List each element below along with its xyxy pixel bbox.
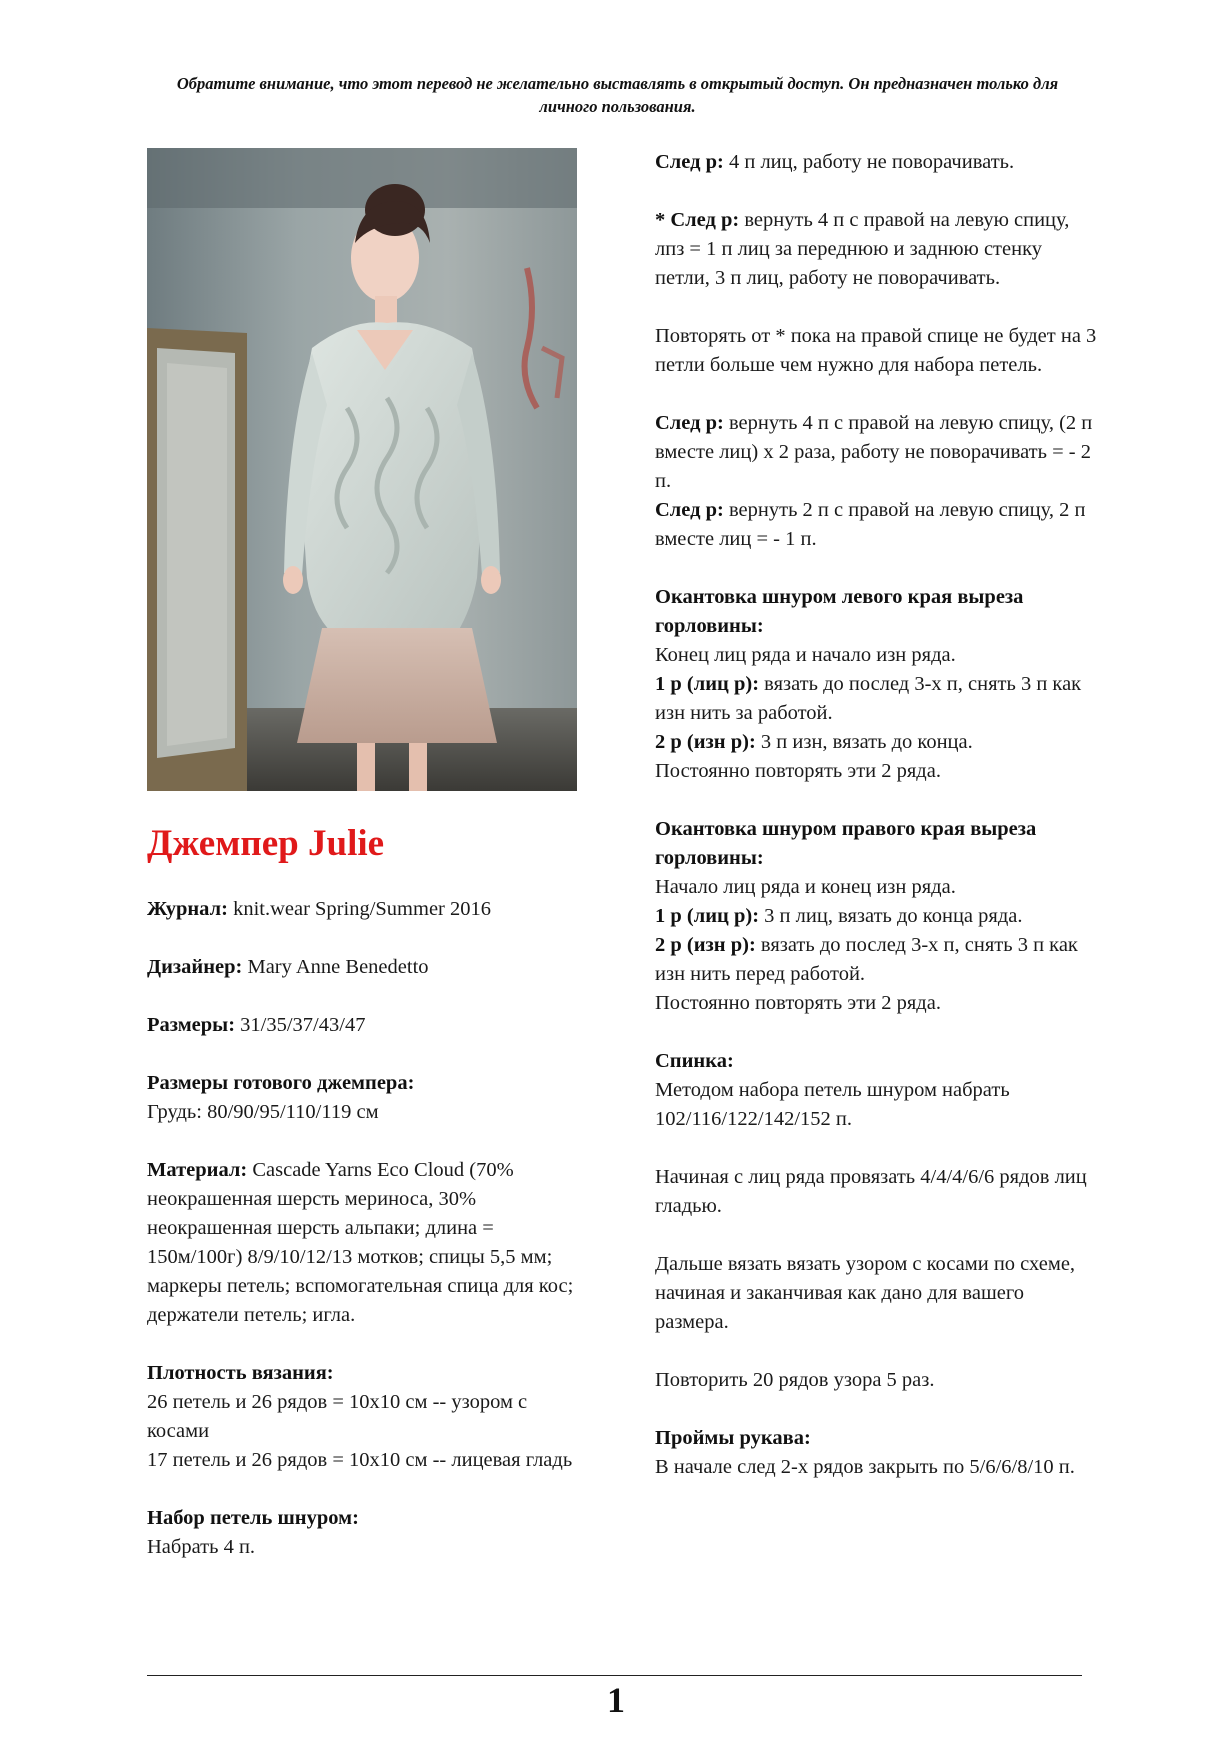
- right-edge-heading: Окантовка шнуром правого края выреза горловины:: [655, 818, 1037, 869]
- back-p3: Дальше вязать вязать узором с косами по схеме, начиная и заканчивая как дано для вашего размера.: [655, 1253, 1076, 1333]
- p5-label: След р:: [655, 499, 724, 521]
- finished-sizes-label: Размеры готового джемпера:: [147, 1072, 415, 1094]
- material-value: Cascade Yarns Eco Cloud (70% неокрашенная шерсть мериноса, 30% неокрашенная шерсть альпаки; длина = 150м/100г) 8/9/10/12/13 мотков; спицы 5,5 мм; маркеры петель; вспомогательная спица для кос; держатели петель; игла.: [147, 1159, 574, 1326]
- left-edge-row1-label: 1 р (лиц р):: [655, 673, 760, 695]
- sizes-line: [147, 1011, 587, 1040]
- sizes-value: 31/35/37/43/47: [235, 1014, 366, 1036]
- model-photo: [147, 148, 577, 791]
- p4-value: вернуть 4 п с правой на левую спицу, (2 п вместе лиц) х 2 раза, работу не поворачивать = - 2 п.: [655, 412, 1093, 492]
- gauge-line-1: 26 петель и 26 рядов = 10х10 см -- узором с косами: [147, 1391, 528, 1442]
- back-p4: Повторить 20 рядов узора 5 раз.: [655, 1369, 935, 1391]
- footer-rule: [147, 1675, 1082, 1676]
- right-edge-section: [655, 815, 1100, 1018]
- instruction-p5: [655, 496, 1100, 554]
- gauge-block: [147, 1359, 587, 1475]
- instruction-p3: Повторять от * пока на правой спице не будет на 3 петли больше чем нужно для набора петель.: [655, 325, 1097, 376]
- instruction-p1: [655, 148, 1100, 177]
- right-edge-intro: Начало лиц ряда и конец изн ряда.: [655, 876, 956, 898]
- back-p2: Начиная с лиц ряда провязать 4/4/4/6/6 рядов лиц гладью.: [655, 1166, 1087, 1217]
- left-edge-row2-value: 3 п изн, вязать до конца.: [755, 731, 973, 753]
- pattern-title: Джемпер Julie: [147, 823, 385, 864]
- designer-label: Дизайнер:: [147, 956, 243, 978]
- journal-line: [147, 895, 587, 924]
- finished-sizes-block: [147, 1069, 587, 1127]
- armhole-value: В начале след 2-х рядов закрыть по 5/6/6/8/10 п.: [655, 1456, 1075, 1478]
- left-edge-row2-label: 2 р (изн р):: [655, 731, 756, 753]
- right-edge-row2-value: вязать до послед 3-х п, снять 3 п как изн нить перед работой.: [655, 934, 1078, 985]
- instruction-p4: [655, 409, 1100, 496]
- designer-value: Mary Anne Benedetto: [242, 956, 429, 978]
- right-column: [655, 148, 1100, 1511]
- journal-label: Журнал:: [147, 898, 228, 920]
- armhole-section: [655, 1424, 1100, 1482]
- material-label: Материал:: [147, 1159, 248, 1181]
- right-edge-row1-value: 3 п лиц, вязать до конца ряда.: [759, 905, 1023, 927]
- gauge-line-2: 17 петель и 26 рядов = 10х10 см -- лицевая гладь: [147, 1449, 573, 1471]
- back-section: [655, 1047, 1100, 1134]
- p1-value: 4 п лиц, работу не поворачивать.: [723, 151, 1015, 173]
- journal-value: knit.wear Spring/Summer 2016: [227, 898, 491, 920]
- left-edge-repeat: Постоянно повторять эти 2 ряда.: [655, 760, 941, 782]
- designer-line: [147, 953, 587, 982]
- left-edge-section: [655, 583, 1100, 786]
- left-column: [147, 895, 587, 1591]
- caston-block: [147, 1504, 587, 1562]
- p5-value: вернуть 2 п с правой на левую спицу, 2 п вместе лиц = - 1 п.: [655, 499, 1086, 550]
- back-heading: Спинка:: [655, 1050, 734, 1072]
- page-number: 1: [607, 1680, 625, 1720]
- caston-label: Набор петель шнуром:: [147, 1507, 359, 1529]
- instruction-p2: [655, 206, 1100, 293]
- back-p1: Методом набора петель шнуром набрать 102/116/122/142/152 п.: [655, 1079, 1010, 1130]
- finished-sizes-value: Грудь: 80/90/95/110/119 см: [147, 1101, 379, 1123]
- right-edge-row1-label: 1 р (лиц р):: [655, 905, 760, 927]
- gauge-label: Плотность вязания:: [147, 1362, 334, 1384]
- p4-label: След р:: [655, 412, 724, 434]
- p2-value: вернуть 4 п с правой на левую спицу, лпз = 1 п лиц за переднюю и заднюю стенку петли, 3 п лиц, работу не поворачивать.: [655, 209, 1070, 289]
- p2-label: * След р:: [655, 209, 740, 231]
- left-edge-row1-value: вязать до послед 3-х п, снять 3 п как изн нить за работой.: [655, 673, 1082, 724]
- caston-value: Набрать 4 п.: [147, 1536, 256, 1558]
- p1-label: След р:: [655, 151, 724, 173]
- left-edge-heading: Окантовка шнуром левого края выреза горловины:: [655, 586, 1024, 637]
- armhole-heading: Проймы рукава:: [655, 1427, 811, 1449]
- sizes-label: Размеры:: [147, 1014, 236, 1036]
- right-edge-repeat: Постоянно повторять эти 2 ряда.: [655, 992, 941, 1014]
- left-edge-intro: Конец лиц ряда и начало изн ряда.: [655, 644, 956, 666]
- privacy-notice: Обратите внимание, что этот перевод не желательно выставлять в открытый доступ. Он предназначен только для личного пользования.: [176, 74, 1059, 116]
- right-edge-row2-label: 2 р (изн р):: [655, 934, 756, 956]
- material-block: [147, 1156, 587, 1330]
